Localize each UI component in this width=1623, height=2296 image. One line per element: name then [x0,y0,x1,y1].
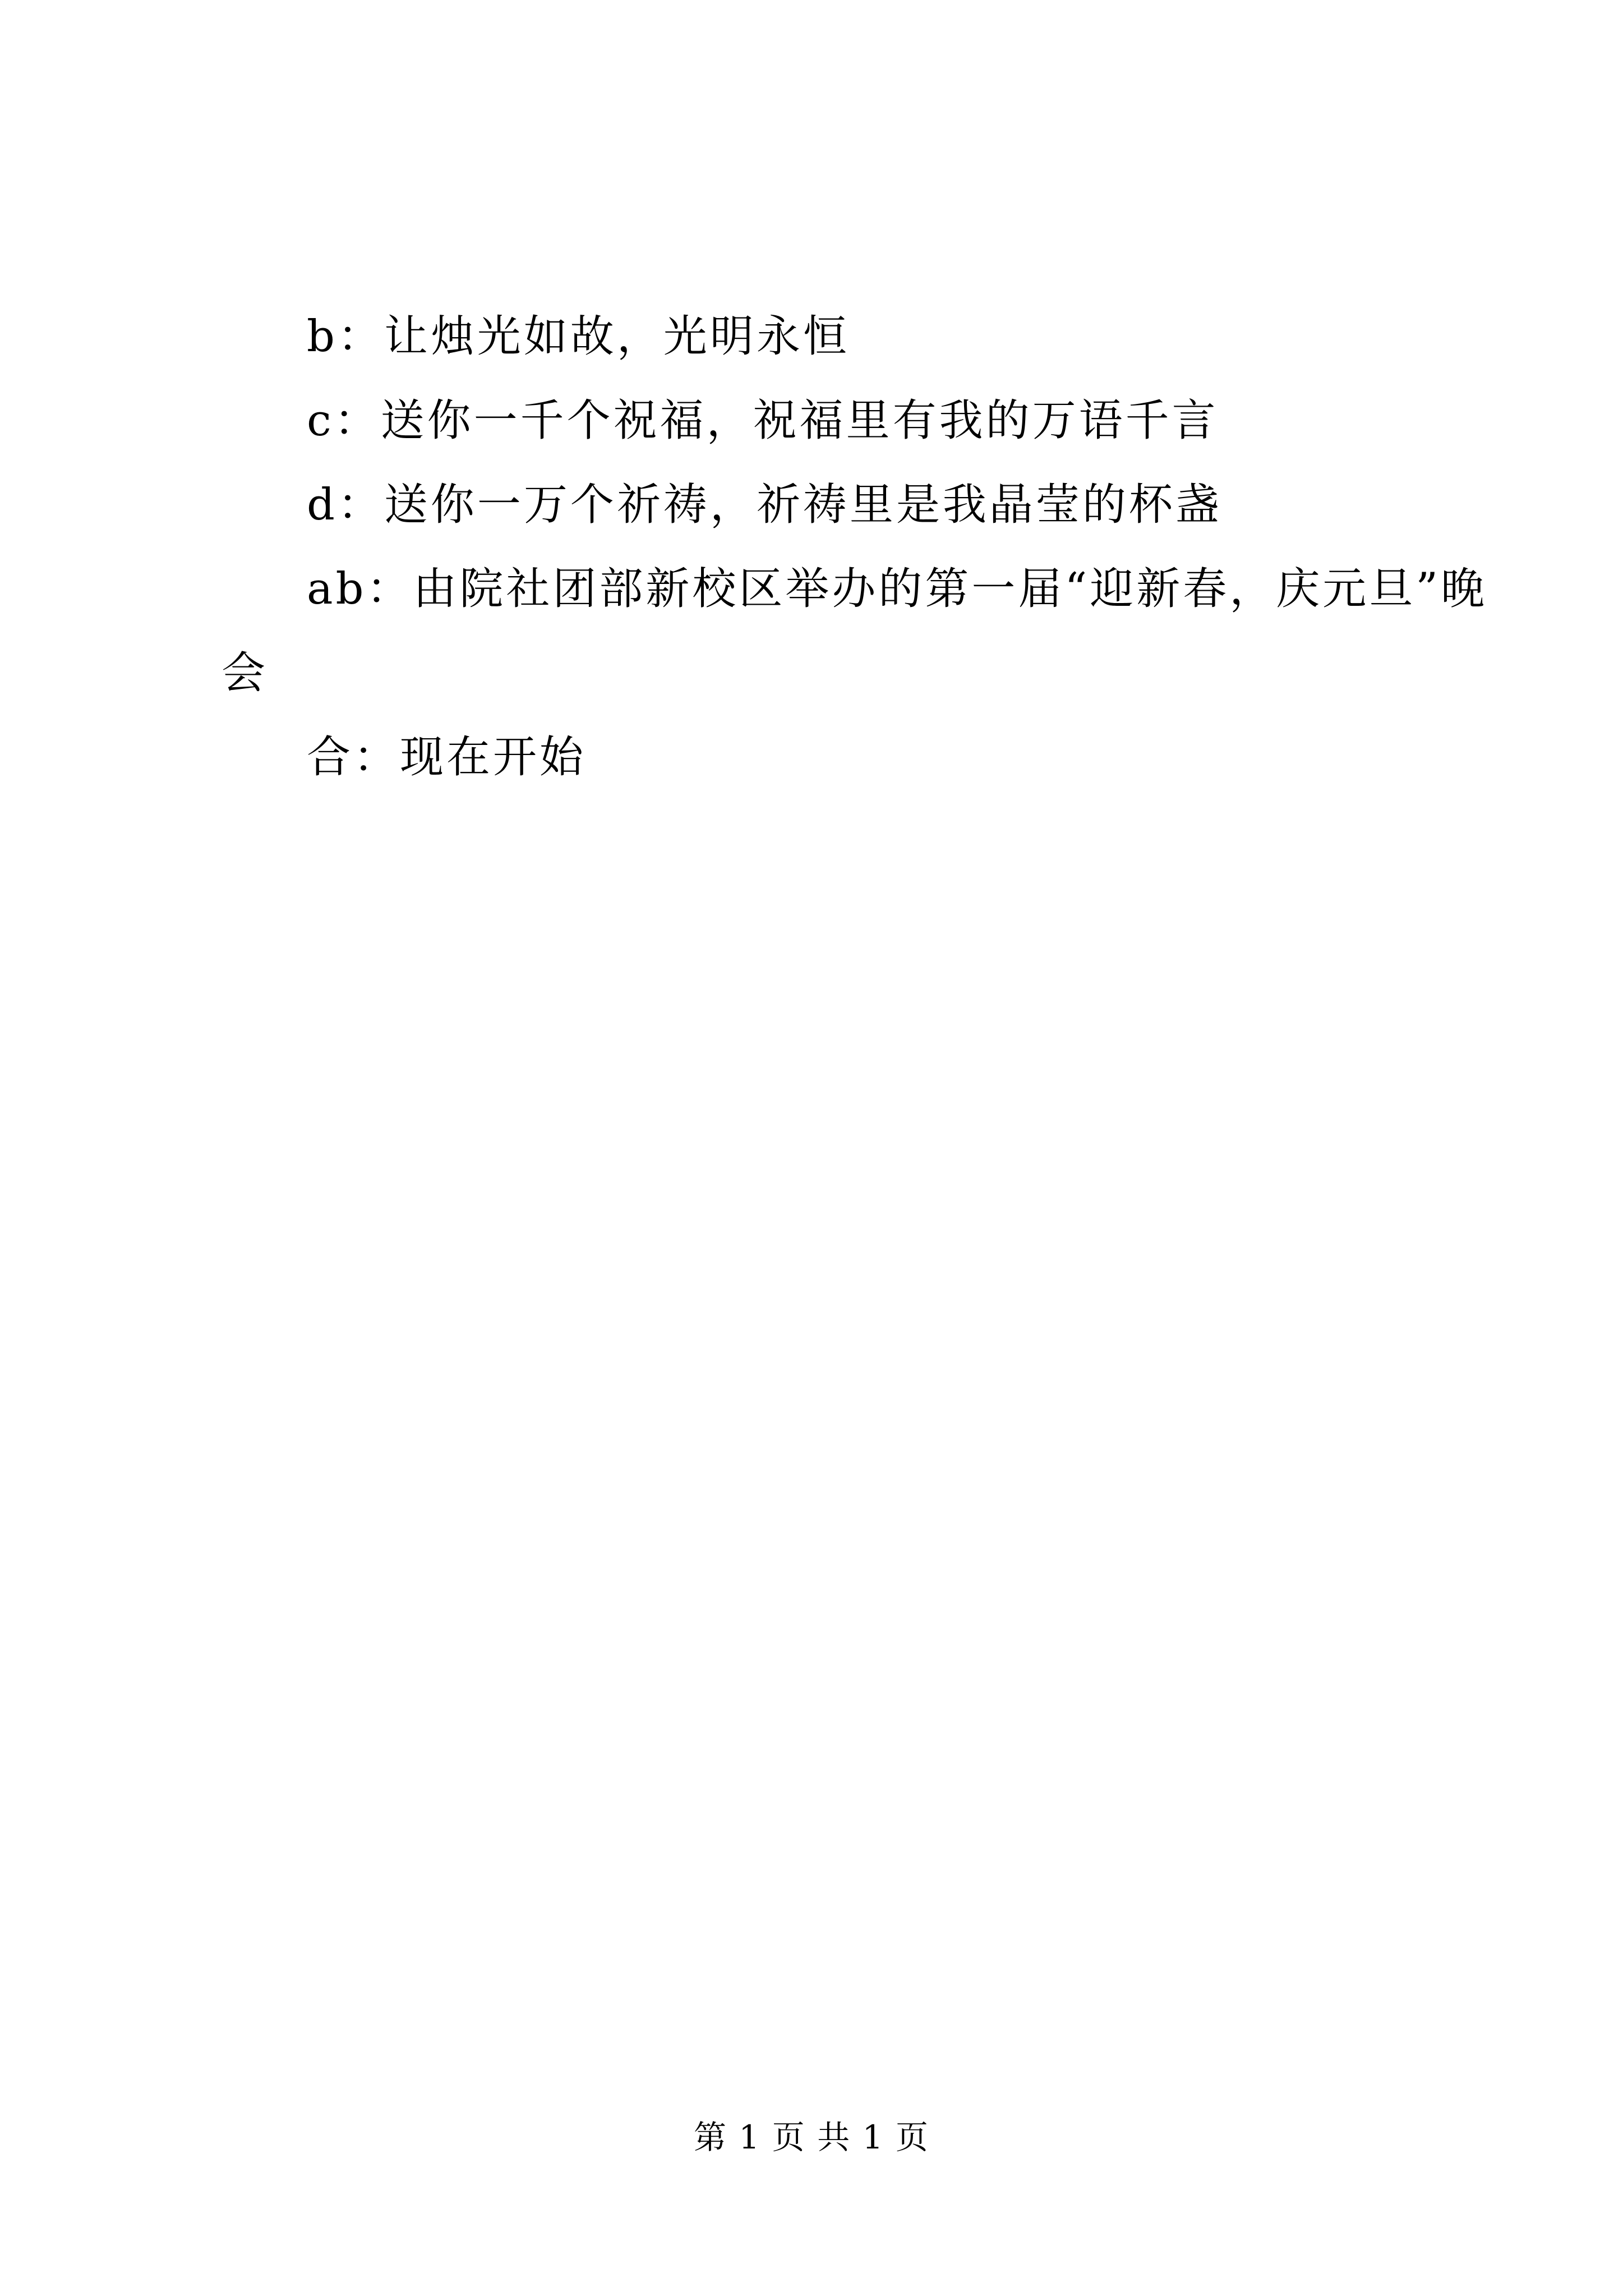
text-line-ab: ab：由院社团部新校区举办的第一届“迎新春，庆元旦”晚 [307,564,1488,614]
page-footer: 第 1 页 共 1 页 [694,2118,929,2156]
text-line-together: 合：现在开始 [307,732,587,783]
text-line-b: b：让烛光如故，光明永恒 [307,311,850,362]
text-line-d: d：送你一万个祈祷，祈祷里是我晶莹的杯盏 [307,480,1222,530]
document-body [222,295,1488,799]
text-line-c: c：送你一千个祝福，祝福里有我的万语千言 [307,395,1219,446]
text-line-ab-continued: 会 [222,648,269,698]
